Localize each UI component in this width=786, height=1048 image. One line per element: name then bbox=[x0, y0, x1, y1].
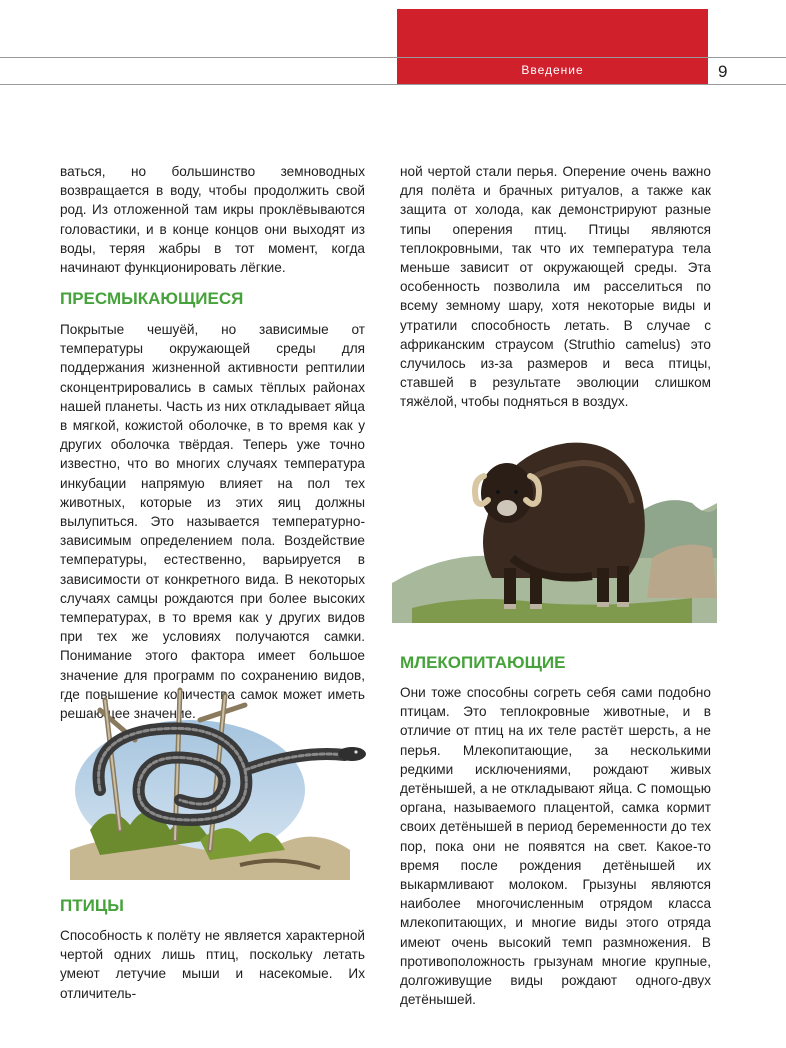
snake-illustration bbox=[60, 680, 380, 880]
section-title: Введение bbox=[521, 63, 584, 77]
reptiles-paragraph bbox=[60, 320, 365, 723]
reptiles-text: Покрытые чешуёй, но зависимые от температуры окружающей среды для поддержания жизненной активности рептилии сконцентрировались в самых тёплых районах нашей планеты. Часть из них откладывает яйца в мягкой, кожистой оболочке, в то время как у других оболочка твёрдая. Теперь уже точно известно, что во многих случаях температура инкубации напрямую влияет на пол тех животных, которые из этих яиц должны вылупиться. Это называется температурно-зависимым определением пола. Воздействие температуры, естественно, варьируется в зависимости от конкретного вида. В некоторых случаях самцы рождаются при более высоких температурах, в то время как у других видов при тех же условиях получаются самки. Понимание этого фактора имеет большое значение для программ по сохранению видов, где повышение количества самок может иметь решающее значение. bbox=[60, 322, 365, 722]
birds-text: Способность к полёту не является характерной чертой одних лишь птиц, поскольку летать умеют летучие мыши и насекомые. Их отличитель- bbox=[60, 928, 365, 1001]
birds-continued-text: ной чертой стали перья. Оперение очень важно для полёта и брачных ритуалов, а также как защита от холода, как демонстрируют разные типы оперения птиц. Птицы являются теплокровными, так что их температура тела меньше зависит от окружающей среды. Эта особенность позволила им расселиться по всему земному шару, хотя некоторые виды и утратили способность летать. В случае с африканским страусом (Struthio camelus) это случилось из-за размеров и веса птицы, ставшей в результате эволюции слишком тяжёлой, чтобы подняться в воздух. bbox=[400, 164, 711, 410]
header-rule-top bbox=[0, 57, 786, 58]
birds-continued-paragraph bbox=[400, 162, 711, 412]
intro-text: ваться, но большинство земноводных возвращается в воду, чтобы продолжить свой род. Из отложенной там икры проклёвываются головастики, и в конце концов они выходят из воды, теряя жабры в тот момент, когда начинают функционировать лёгкие. bbox=[60, 164, 365, 276]
musk-ox-illustration bbox=[392, 408, 722, 623]
mammals-heading: МЛЕКОПИТАЮЩИЕ bbox=[400, 653, 566, 672]
intro-paragraph bbox=[60, 162, 365, 277]
mammals-paragraph bbox=[400, 683, 711, 1009]
reptiles-heading: ПРЕСМЫКАЮЩИЕСЯ bbox=[60, 289, 244, 308]
page-number: 9 bbox=[718, 62, 728, 81]
birds-paragraph bbox=[60, 926, 365, 1003]
mammals-text: Они тоже способны согреть себя сами подобно птицам. Это теплокровные животные, и в отличие от птиц на их теле растёт шерсть, а не перья. Млекопитающие, за несколькими редкими исключениями, рождают живых детёнышей, а не откладывают яйца. С помощью органа, называемого плацентой, самка кормит своих детёнышей в период беременности до тех пор, пока они не появятся на свет. Какое-то время после рождения детёнышей их выкармливают молоком. Грызуны являются наиболее многочисленным отрядом класса млекопитающих, и многие виды этого отряда имеют очень высокий темп размножения. В противоположность грызунам многие крупные, долгоживущие виды рождают одного-двух детёнышей. bbox=[400, 685, 711, 1008]
birds-heading: ПТИЦЫ bbox=[60, 896, 124, 915]
header-rule-bottom bbox=[0, 84, 786, 85]
